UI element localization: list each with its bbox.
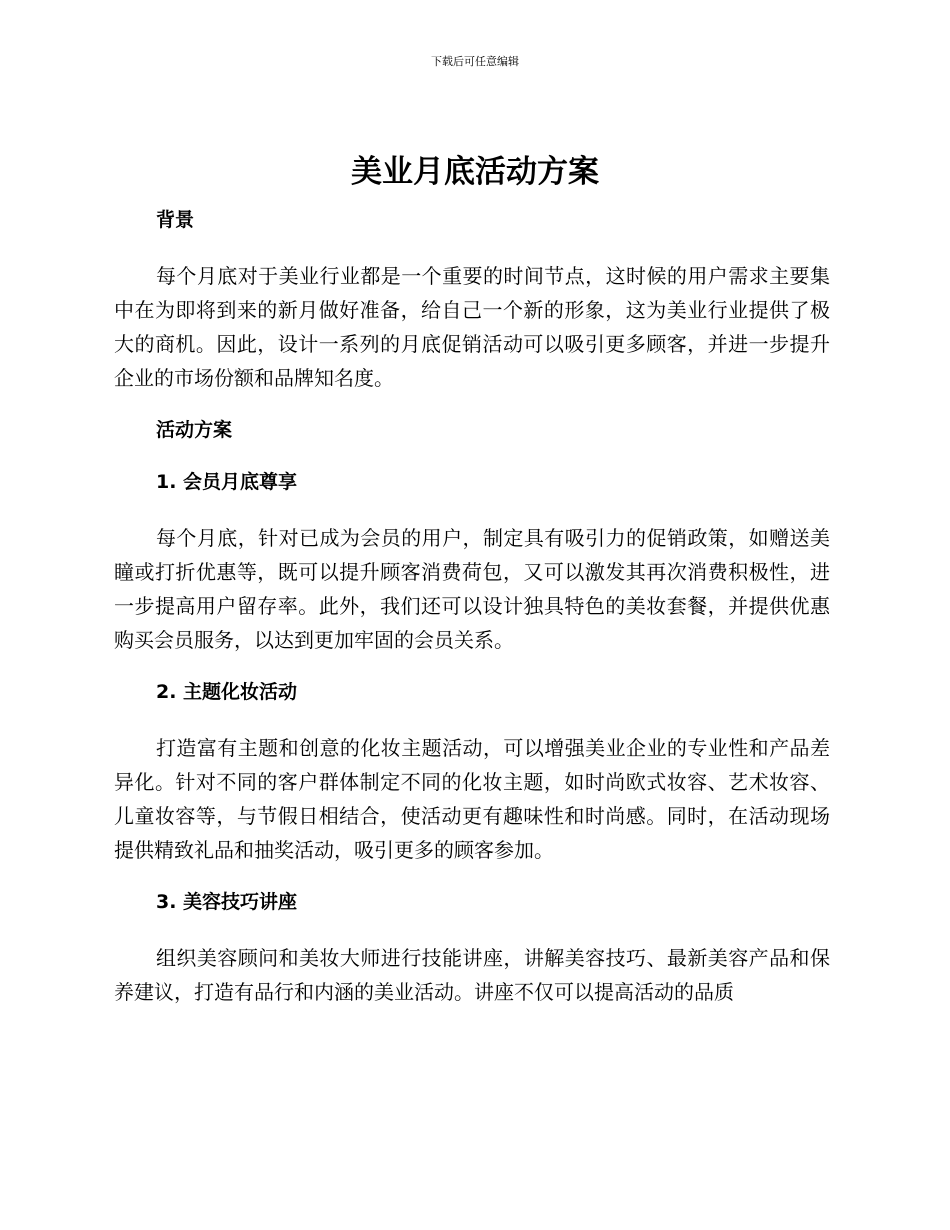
document-body xyxy=(114,203,830,1009)
section-heading-beauty-lecture: 3. 美容技巧讲座 xyxy=(156,891,298,913)
page-header-note: 下载后可任意编辑 xyxy=(431,55,519,68)
background-heading: 背景 xyxy=(156,209,195,231)
section-heading-membership: 1. 会员月底尊享 xyxy=(156,471,298,493)
section-paragraph-makeup-theme: 打造富有主题和创意的化妆主题活动，可以增强美业企业的专业性和产品差异化。针对不同的客户群体制定不同的化妆主题，如时尚欧式妆容、艺术妆容、儿童妆容等，与节假日相结合，使活动更有趣味性和时尚感。同时，在活动现场提供精致礼品和抽奖活动，吸引更多的顾客参加。 xyxy=(114,736,830,862)
background-paragraph: 每个月底对于美业行业都是一个重要的时间节点，这时候的用户需求主要集中在为即将到来的新月做好准备，给自己一个新的形象，这为美业行业提供了极大的商机。因此，设计一系列的月底促销活动可以吸引更多顾客，并进一步提升企业的市场份额和品牌知名度。 xyxy=(114,264,830,390)
document-title: 美业月底活动方案 xyxy=(351,154,599,190)
section-heading-makeup-theme: 2. 主题化妆活动 xyxy=(156,681,298,703)
plan-heading: 活动方案 xyxy=(156,419,233,441)
section-paragraph-beauty-lecture: 组织美容顾问和美妆大师进行技能讲座，讲解美容技巧、最新美容产品和保养建议，打造有品行和内涵的美业活动。讲座不仅可以提高活动的品质 xyxy=(114,946,830,1004)
section-paragraph-membership: 每个月底，针对已成为会员的用户，制定具有吸引力的促销政策，如赠送美瞳或打折优惠等，既可以提升顾客消费荷包，又可以激发其再次消费积极性，进一步提高用户留存率。此外，我们还可以设计独具特色的美妆套餐，并提供优惠购买会员服务，以达到更加牢固的会员关系。 xyxy=(114,526,830,652)
